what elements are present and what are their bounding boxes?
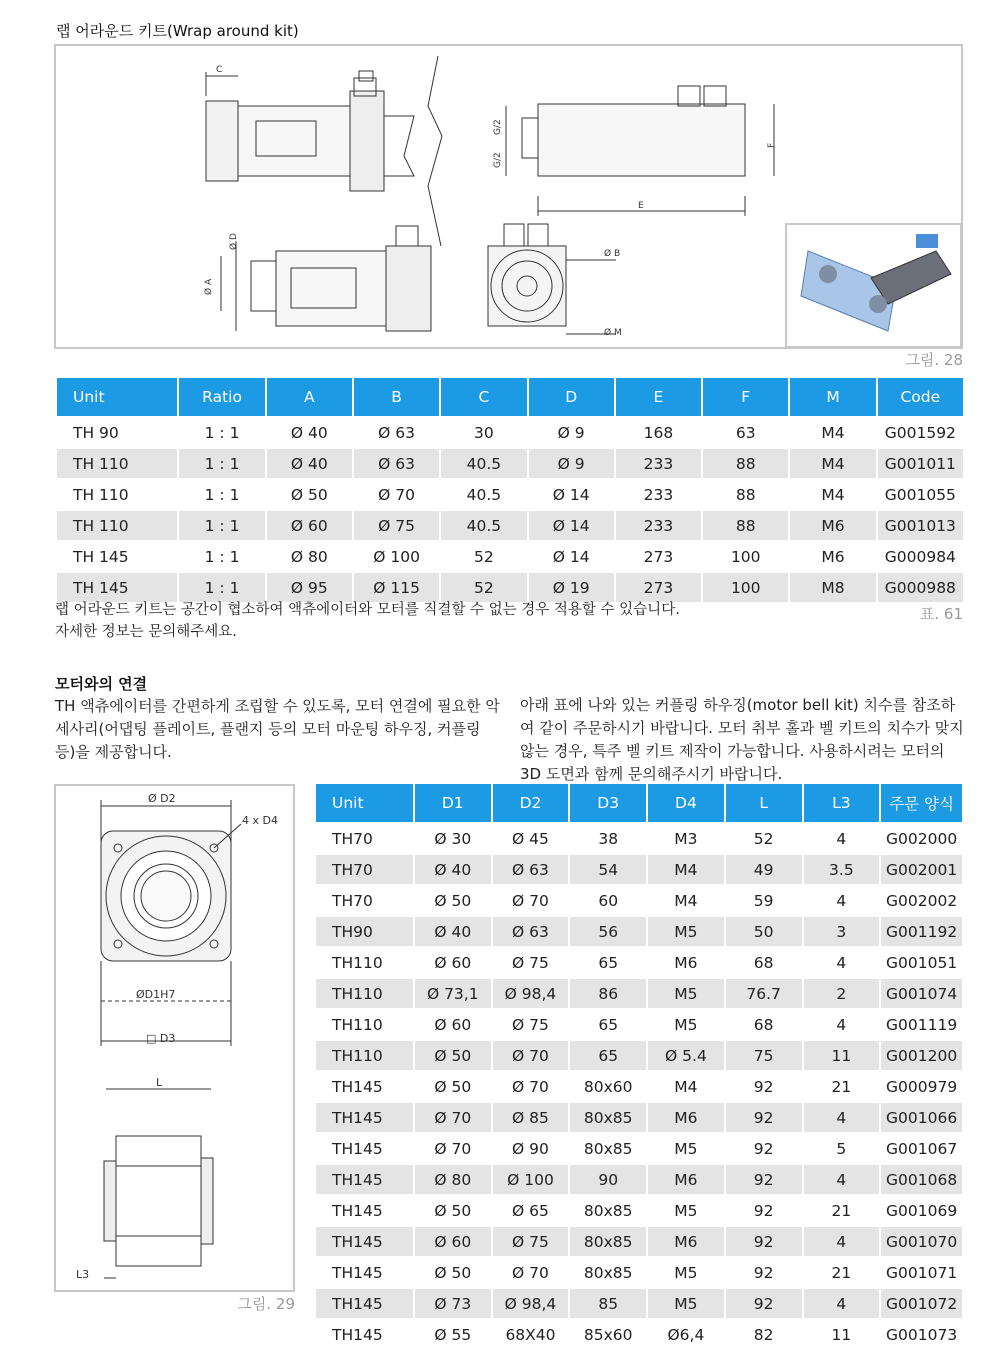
table-cell: M6 — [790, 511, 875, 542]
table-cell: 1 : 1 — [179, 573, 264, 604]
table-cell: 233 — [616, 480, 701, 511]
table-cell: Ø 65 — [493, 1196, 569, 1227]
table-cell: M6 — [648, 948, 724, 979]
table-cell: 4 — [804, 1103, 880, 1134]
table-cell: G000988 — [878, 573, 963, 604]
dim-label-g1: G/2 — [493, 119, 503, 135]
table-cell: 92 — [726, 1227, 802, 1258]
table-cell: G001013 — [878, 511, 963, 542]
table-cell: 1 : 1 — [179, 418, 264, 449]
table-cell: Ø 63 — [354, 418, 439, 449]
table-row — [316, 1010, 962, 1041]
table-cell: Ø 50 — [415, 1196, 491, 1227]
table-cell: 100 — [703, 542, 788, 573]
table-cell: 65 — [570, 1010, 646, 1041]
bell-kit-spec-table — [314, 784, 964, 1351]
table-cell: Ø 90 — [493, 1134, 569, 1165]
table-header-row — [57, 378, 963, 418]
table-cell: 80x85 — [570, 1196, 646, 1227]
table-cell: Ø 100 — [354, 542, 439, 573]
table-cell: 233 — [616, 449, 701, 480]
dim-label-d2: Ø D2 — [148, 792, 176, 805]
table-cell: M4 — [648, 1072, 724, 1103]
wrap-around-kit-drawing — [56, 46, 961, 347]
table-cell: Ø 75 — [493, 1227, 569, 1258]
table-cell: TH 145 — [57, 542, 177, 573]
table-row — [316, 948, 962, 979]
table-cell: 56 — [570, 917, 646, 948]
table-cell: 1 : 1 — [179, 511, 264, 542]
table-cell: 88 — [703, 480, 788, 511]
section-title-motor-connection: 모터와의 연결 — [55, 675, 148, 693]
table-cell: 273 — [616, 542, 701, 573]
table-cell: Ø 98,4 — [493, 979, 569, 1010]
table-cell: Ø 60 — [415, 1010, 491, 1041]
table-cell: TH145 — [316, 1196, 413, 1227]
table-cell: 85 — [570, 1289, 646, 1320]
column-header: F — [703, 378, 788, 418]
table-cell: 100 — [703, 573, 788, 604]
dim-label-d4: 4 x D4 — [242, 814, 278, 827]
table-cell: 11 — [804, 1320, 880, 1351]
table-cell: G002001 — [881, 855, 962, 886]
table-cell: TH145 — [316, 1289, 413, 1320]
table-cell: Ø 73,1 — [415, 979, 491, 1010]
table-cell: Ø 50 — [415, 886, 491, 917]
dim-label-d3: □ D3 — [146, 1032, 176, 1045]
table-cell: M5 — [648, 1196, 724, 1227]
table-cell: 88 — [703, 511, 788, 542]
table-cell: TH 110 — [57, 480, 177, 511]
dim-label-l3: L3 — [76, 1268, 90, 1281]
paragraph-left: TH 액츄에이터를 간편하게 조립할 수 있도록, 모터 연결에 필요한 악세사리(어댑팅 플레이트, 플랜지 등의 모터 마운팅 하우징, 커플링 등)을 제공합니다. — [55, 697, 500, 761]
table-cell: Ø 40 — [415, 855, 491, 886]
column-header: D4 — [648, 784, 724, 824]
table-cell: Ø 40 — [267, 449, 352, 480]
table-label-61: 표. 61 — [919, 605, 963, 623]
table-cell: M6 — [648, 1165, 724, 1196]
table-cell: Ø 63 — [493, 855, 569, 886]
table-cell: Ø 73 — [415, 1289, 491, 1320]
bell-kit-drawing — [56, 786, 293, 1290]
table-cell: Ø 60 — [415, 948, 491, 979]
table-row — [57, 480, 963, 511]
table-cell: Ø 50 — [415, 1072, 491, 1103]
table-cell: G001069 — [881, 1196, 962, 1227]
table-cell: Ø 80 — [267, 542, 352, 573]
table-cell: 92 — [726, 1289, 802, 1320]
table-cell: Ø 70 — [415, 1134, 491, 1165]
column-header: B — [354, 378, 439, 418]
table-cell: 52 — [441, 573, 526, 604]
table-cell: 1 : 1 — [179, 480, 264, 511]
table-cell: 40.5 — [441, 449, 526, 480]
table-cell: M4 — [790, 449, 875, 480]
column-header: L3 — [804, 784, 880, 824]
table-cell: Ø 5.4 — [648, 1041, 724, 1072]
table-row — [316, 1041, 962, 1072]
table-cell: 65 — [570, 948, 646, 979]
table-cell: Ø 40 — [415, 917, 491, 948]
wrap-kit-spec-table — [55, 378, 965, 604]
figure-label-29: 그림. 29 — [237, 1295, 295, 1313]
column-header: Code — [878, 378, 963, 418]
table-cell: Ø 70 — [493, 886, 569, 917]
table-cell: Ø 63 — [354, 449, 439, 480]
table-cell: Ø 55 — [415, 1320, 491, 1351]
dim-label-e: E — [638, 201, 644, 211]
table-cell: 82 — [726, 1320, 802, 1351]
table-cell: G001068 — [881, 1165, 962, 1196]
table-cell: 80x85 — [570, 1103, 646, 1134]
table-cell: 5 — [804, 1134, 880, 1165]
table-row — [316, 979, 962, 1010]
table-cell: TH145 — [316, 1320, 413, 1351]
table-cell: 80x60 — [570, 1072, 646, 1103]
table-cell: 273 — [616, 573, 701, 604]
table-cell: 1 : 1 — [179, 542, 264, 573]
table-cell: 60 — [570, 886, 646, 917]
table-cell: 52 — [441, 542, 526, 573]
table-cell: Ø 14 — [529, 480, 614, 511]
table-cell: 233 — [616, 511, 701, 542]
table-cell: G001073 — [881, 1320, 962, 1351]
table-cell: Ø 115 — [354, 573, 439, 604]
table-cell: G001051 — [881, 948, 962, 979]
dim-label-g2: G/2 — [493, 152, 503, 168]
table-cell: 3.5 — [804, 855, 880, 886]
table-cell: 88 — [703, 449, 788, 480]
table-cell: Ø 70 — [415, 1103, 491, 1134]
dim-label-l: L — [156, 1076, 163, 1089]
table-row — [316, 1227, 962, 1258]
column-header: D3 — [570, 784, 646, 824]
table-cell: M5 — [648, 979, 724, 1010]
dim-label-c: C — [216, 65, 223, 75]
table-cell: 40.5 — [441, 480, 526, 511]
table-cell: G001071 — [881, 1258, 962, 1289]
table-cell: 86 — [570, 979, 646, 1010]
table-cell: 92 — [726, 1258, 802, 1289]
column-header: Ratio — [179, 378, 264, 418]
table-cell: 4 — [804, 824, 880, 855]
table-row — [316, 1072, 962, 1103]
table-cell: M3 — [648, 824, 724, 855]
table-cell: Ø 40 — [267, 418, 352, 449]
table-row — [316, 886, 962, 917]
table-cell: 65 — [570, 1041, 646, 1072]
dim-label-m: Ø M — [604, 328, 622, 338]
table-cell: G002002 — [881, 886, 962, 917]
table-cell: G001072 — [881, 1289, 962, 1320]
table-cell: Ø 50 — [415, 1258, 491, 1289]
table-cell: 4 — [804, 1010, 880, 1041]
table-cell: 52 — [726, 824, 802, 855]
table-cell: 1 : 1 — [179, 449, 264, 480]
dim-label-d: Ø D — [229, 233, 239, 250]
table-cell: 54 — [570, 855, 646, 886]
table-cell: G001200 — [881, 1041, 962, 1072]
table-row — [316, 1134, 962, 1165]
table-cell: 4 — [804, 1289, 880, 1320]
table-cell: TH 145 — [57, 573, 177, 604]
note-line-1: 랩 어라운드 키트는 공간이 협소하여 액츄에이터와 모터를 직결할 수 없는 경우 적용할 수 있습니다. — [55, 602, 680, 618]
table-cell: TH145 — [316, 1072, 413, 1103]
column-header: A — [267, 378, 352, 418]
table-cell: 4 — [804, 1227, 880, 1258]
column-header: D1 — [415, 784, 491, 824]
table-cell: G002000 — [881, 824, 962, 855]
column-header: Unit — [57, 378, 177, 418]
table-cell: G000979 — [881, 1072, 962, 1103]
table-cell: 80x85 — [570, 1227, 646, 1258]
table-cell: TH145 — [316, 1134, 413, 1165]
figure-label-28: 그림. 28 — [905, 351, 963, 369]
table-cell: 68 — [726, 948, 802, 979]
figure-wrap-around-kit — [54, 44, 963, 349]
table-cell: M5 — [648, 917, 724, 948]
table-cell: Ø 100 — [493, 1165, 569, 1196]
table-cell: TH 90 — [57, 418, 177, 449]
table-cell: G001119 — [881, 1010, 962, 1041]
table-cell: 30 — [441, 418, 526, 449]
column-header: M — [790, 378, 875, 418]
table-row — [316, 1320, 962, 1351]
dim-label-d1: ØD1H7 — [136, 988, 176, 1001]
table-cell: TH110 — [316, 979, 413, 1010]
table-cell: Ø 70 — [493, 1258, 569, 1289]
table-cell: TH110 — [316, 1041, 413, 1072]
table-cell: 92 — [726, 1196, 802, 1227]
table-row — [316, 1196, 962, 1227]
table-cell: Ø6,4 — [648, 1320, 724, 1351]
table-cell: M5 — [648, 1258, 724, 1289]
table-cell: 168 — [616, 418, 701, 449]
table-cell: M6 — [648, 1103, 724, 1134]
table-cell: G001066 — [881, 1103, 962, 1134]
table-cell: M5 — [648, 1134, 724, 1165]
column-header: E — [616, 378, 701, 418]
table-cell: 75 — [726, 1041, 802, 1072]
table-cell: 68X40 — [493, 1320, 569, 1351]
table-cell: M5 — [648, 1289, 724, 1320]
table-cell: G001074 — [881, 979, 962, 1010]
table-cell: TH90 — [316, 917, 413, 948]
table-cell: M8 — [790, 573, 875, 604]
table-cell: Ø 75 — [354, 511, 439, 542]
table-cell: Ø 45 — [493, 824, 569, 855]
table-cell: Ø 70 — [493, 1072, 569, 1103]
table-row — [316, 1103, 962, 1134]
table-cell: Ø 80 — [415, 1165, 491, 1196]
table-cell: 40.5 — [441, 511, 526, 542]
table-cell: M4 — [648, 886, 724, 917]
dim-label-b: Ø B — [604, 249, 621, 259]
table-cell: Ø 85 — [493, 1103, 569, 1134]
table-cell: G001592 — [878, 418, 963, 449]
table-cell: 92 — [726, 1103, 802, 1134]
table-cell: TH70 — [316, 855, 413, 886]
column-header: D2 — [493, 784, 569, 824]
table-cell: Ø 70 — [354, 480, 439, 511]
note-line-2: 자세한 정보는 문의해주세요. — [55, 624, 237, 640]
table-cell: Ø 14 — [529, 511, 614, 542]
table-row — [316, 855, 962, 886]
table-cell: 4 — [804, 886, 880, 917]
table-row — [57, 418, 963, 449]
table-cell: 21 — [804, 1258, 880, 1289]
table-cell: 92 — [726, 1072, 802, 1103]
table-cell: 4 — [804, 948, 880, 979]
table-cell: TH110 — [316, 1010, 413, 1041]
section-title-wrap-around-kit: 랩 어라운드 키트(Wrap around kit) — [56, 22, 299, 40]
table-cell: TH 110 — [57, 449, 177, 480]
table-cell: Ø 60 — [415, 1227, 491, 1258]
dim-label-f: F — [767, 142, 777, 148]
table-cell: G001011 — [878, 449, 963, 480]
table-cell: Ø 50 — [267, 480, 352, 511]
table-cell: 80x85 — [570, 1134, 646, 1165]
table-cell: Ø 19 — [529, 573, 614, 604]
table-cell: G001192 — [881, 917, 962, 948]
table-cell: Ø 75 — [493, 948, 569, 979]
column-header: 주문 양식 — [881, 784, 962, 824]
table-row — [316, 917, 962, 948]
table-cell: Ø 14 — [529, 542, 614, 573]
table-cell: Ø 63 — [493, 917, 569, 948]
table-cell: 80x85 — [570, 1258, 646, 1289]
table-cell: 50 — [726, 917, 802, 948]
table-row — [57, 449, 963, 480]
table-cell: Ø 50 — [415, 1041, 491, 1072]
table-cell: 49 — [726, 855, 802, 886]
table-cell: G001055 — [878, 480, 963, 511]
table-row — [316, 1289, 962, 1320]
table-cell: Ø 98,4 — [493, 1289, 569, 1320]
table-row — [57, 542, 963, 573]
table-cell: Ø 70 — [493, 1041, 569, 1072]
table-cell: M5 — [648, 1010, 724, 1041]
table-cell: TH145 — [316, 1227, 413, 1258]
table-cell: 21 — [804, 1196, 880, 1227]
table-cell: Ø 75 — [493, 1010, 569, 1041]
column-header: D — [529, 378, 614, 418]
table-cell: Ø 95 — [267, 573, 352, 604]
table-cell: 68 — [726, 1010, 802, 1041]
table-cell: TH145 — [316, 1258, 413, 1289]
column-header: L — [726, 784, 802, 824]
figure-motor-bell-kit — [54, 784, 295, 1292]
table-cell: 85x60 — [570, 1320, 646, 1351]
table-cell: 92 — [726, 1134, 802, 1165]
table-cell: 92 — [726, 1165, 802, 1196]
table-cell: Ø 9 — [529, 418, 614, 449]
table-cell: G001070 — [881, 1227, 962, 1258]
table-cell: 2 — [804, 979, 880, 1010]
table-cell: 63 — [703, 418, 788, 449]
table-cell: 4 — [804, 1165, 880, 1196]
table-cell: M4 — [648, 855, 724, 886]
table-header-row — [316, 784, 962, 824]
table-cell: G000984 — [878, 542, 963, 573]
table-cell: Ø 9 — [529, 449, 614, 480]
table-cell: TH 110 — [57, 511, 177, 542]
table-cell: 21 — [804, 1072, 880, 1103]
table-cell: M6 — [790, 542, 875, 573]
table-cell: 11 — [804, 1041, 880, 1072]
table-cell: TH70 — [316, 886, 413, 917]
table-cell: 3 — [804, 917, 880, 948]
table-cell: TH70 — [316, 824, 413, 855]
table-row — [57, 511, 963, 542]
table-cell: 38 — [570, 824, 646, 855]
paragraph-right: 아래 표에 나와 있는 커플링 하우징(motor bell kit) 치수를 참조하여 같이 주문하시기 바랍니다. 모터 취부 홀과 벨 키트의 치수가 맞지 않는 경우, 특주 벨 키트 제작이 가능합니다. 사용하시려는 모터의 3D 도면과 함께 문의해주시기 바랍니다. — [520, 696, 964, 783]
column-header: C — [441, 378, 526, 418]
table-cell: M4 — [790, 480, 875, 511]
table-row — [316, 1165, 962, 1196]
table-cell: Ø 60 — [267, 511, 352, 542]
table-cell: 76.7 — [726, 979, 802, 1010]
column-header: Unit — [316, 784, 413, 824]
table-cell: 90 — [570, 1165, 646, 1196]
table-cell: 59 — [726, 886, 802, 917]
table-row — [316, 1258, 962, 1289]
table-cell: G001067 — [881, 1134, 962, 1165]
table-row — [316, 824, 962, 855]
table-cell: TH145 — [316, 1103, 413, 1134]
table-cell: Ø 30 — [415, 824, 491, 855]
table-cell: TH145 — [316, 1165, 413, 1196]
dim-label-a: Ø A — [204, 278, 214, 295]
table-cell: M6 — [648, 1227, 724, 1258]
table-cell: TH110 — [316, 948, 413, 979]
table-cell: M4 — [790, 418, 875, 449]
